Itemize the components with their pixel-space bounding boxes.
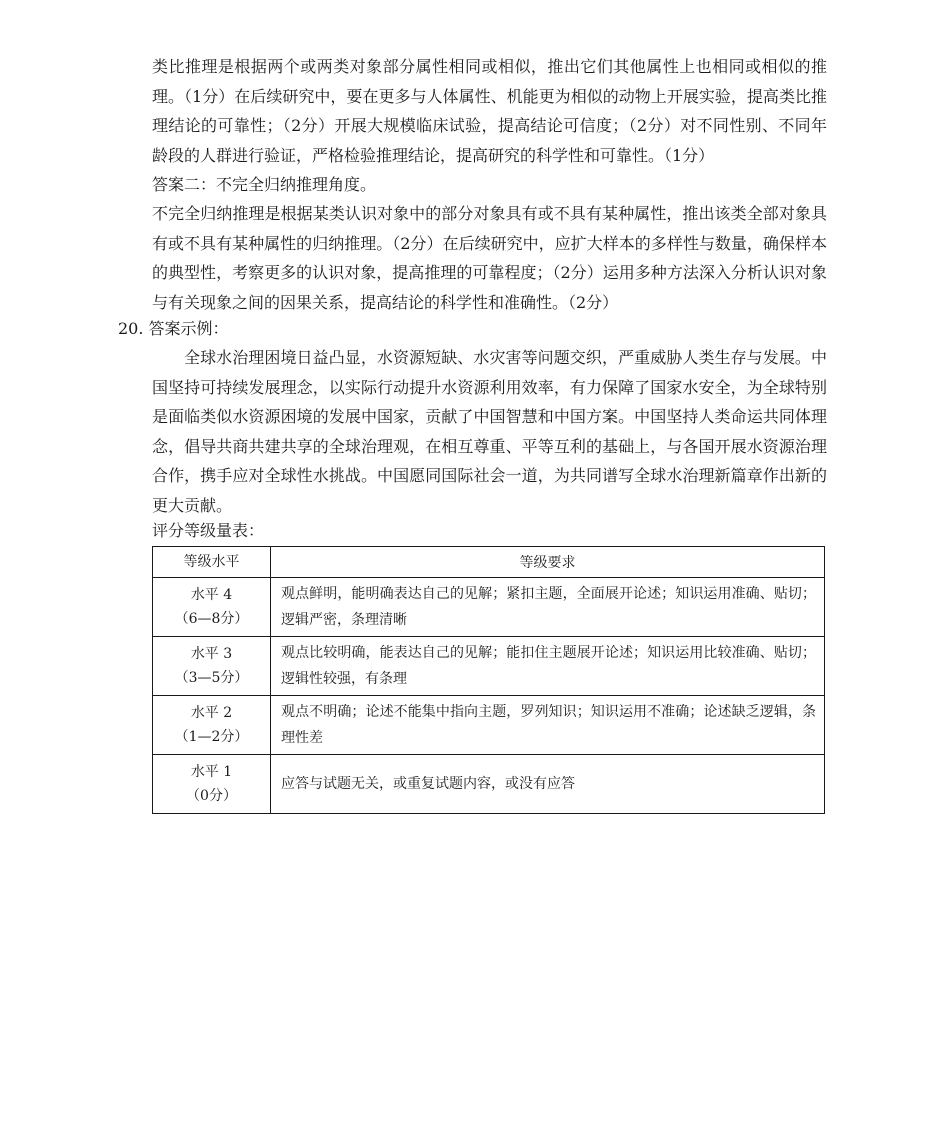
requirement-cell: 应答与试题无关，或重复试题内容，或没有应答 (271, 755, 825, 814)
level-cell (153, 755, 271, 814)
level-range: （6—8分） (174, 611, 249, 627)
table-header-row (153, 547, 825, 578)
level-name: 水平 4 (190, 587, 233, 603)
table-row (153, 696, 825, 755)
table-row (153, 755, 825, 814)
requirement-cell: 观点鲜明，能明确表达自己的见解；紧扣主题，全面展开论述；知识运用准确、贴切；逻辑严密，条理清晰 (271, 578, 825, 637)
level-range: （1—2分） (174, 729, 249, 745)
level-name: 水平 1 (190, 764, 233, 780)
level-name: 水平 3 (190, 646, 233, 662)
header-requirement: 等级要求 (271, 547, 825, 578)
level-name: 水平 2 (190, 705, 233, 721)
requirement-cell: 观点比较明确，能表达自己的见解；能扣住主题展开论述；知识运用比较准确、贴切；逻辑性较强，有条理 (271, 637, 825, 696)
rubric-caption: 评分等级量表： (152, 521, 265, 540)
level-cell (153, 637, 271, 696)
requirement-cell: 观点不明确；论述不能集中指向主题，罗列知识；知识运用不准确；论述缺乏逻辑，条理性差 (271, 696, 825, 755)
analogy-reasoning-paragraph: 类比推理是根据两个或两类对象部分属性相同或相似，推出它们其他属性上也相同或相似的推理。（1分）在后续研究中，要在更多与人体属性、机能更为相似的动物上开展实验，提高类比推理结论的可靠性；（2分）开展大规模临床试验，提高结论可信度；（2分）对不同性别、不同年龄段的人群进行验证，严格检验推理结论，提高研究的科学性和可靠性。（1分） (152, 57, 827, 165)
level-cell (153, 578, 271, 637)
header-level: 等级水平 (153, 547, 271, 578)
table-row (153, 637, 825, 696)
induction-reasoning-paragraph: 不完全归纳推理是根据某类认识对象中的部分对象具有或不具有某种属性，推出该类全部对象具有或不具有某种属性的归纳推理。（2分）在后续研究中，应扩大样本的多样性与数量，确保样本的典型性，考察更多的认识对象，提高推理的可靠程度；（2分）运用多种方法深入分析认识对象与有关现象之间的因果关系，提高结论的科学性和准确性。（2分） (152, 204, 827, 312)
question-20-answer-paragraph: 全球水治理困境日益凸显，水资源短缺、水灾害等问题交织，严重威胁人类生存与发展。中国坚持可持续发展理念，以实际行动提升水资源利用效率，有力保障了国家水安全，为全球特别是面临类似水资源困境的发展中国家，贡献了中国智慧和中国方案。中国坚持人类命运共同体理念，倡导共商共建共享的全球治理观，在相互尊重、平等互利的基础上，与各国开展水资源治理合作，携手应对全球性水挑战。中国愿同国际社会一道，为共同谱写全球水治理新篇章作出新的更大贡献。 (152, 348, 827, 515)
level-range: （0分） (186, 788, 237, 804)
level-range: （3—5分） (174, 670, 249, 686)
answer-two-heading: 答案二：不完全归纳推理角度。 (152, 175, 377, 194)
question-20-label: 20. 答案示例： (118, 319, 229, 338)
table-row (153, 578, 825, 637)
level-cell (153, 696, 271, 755)
grading-rubric-table (152, 546, 825, 814)
